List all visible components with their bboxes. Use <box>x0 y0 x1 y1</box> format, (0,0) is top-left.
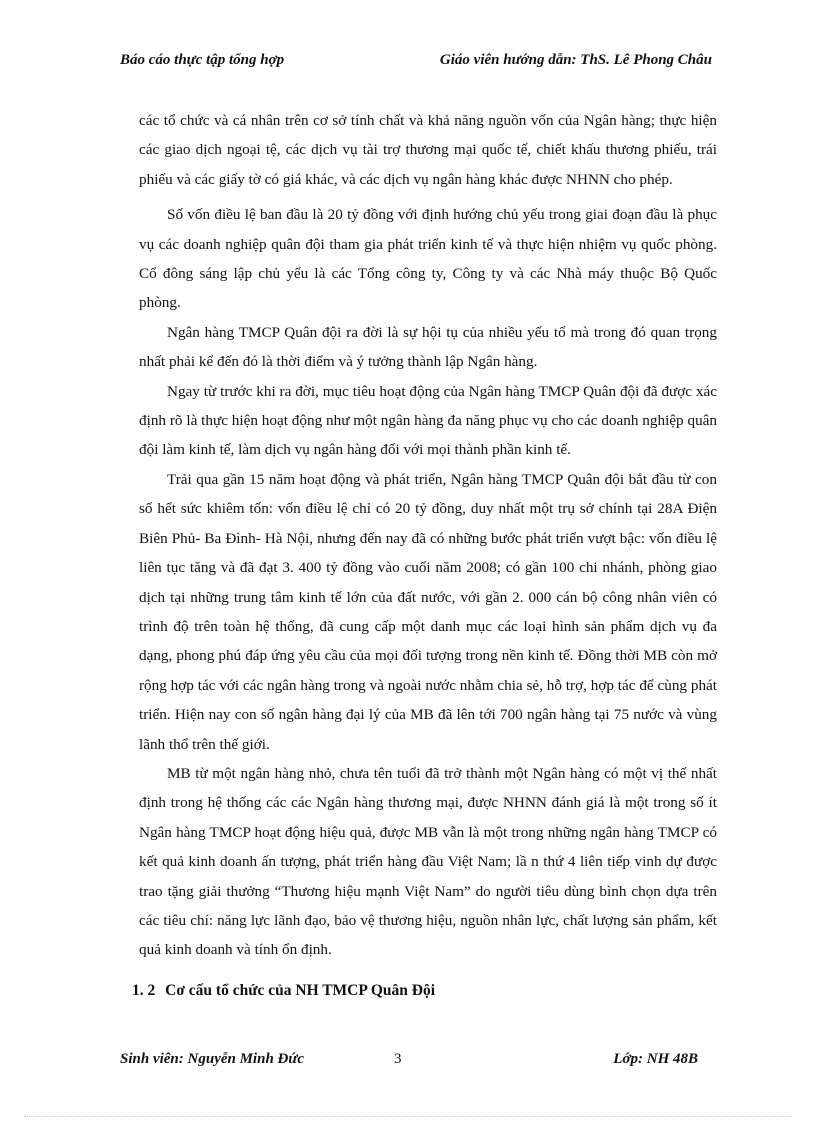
document-body <box>139 106 717 965</box>
section-number: 1. 2 <box>132 982 156 999</box>
section-heading <box>132 982 435 1000</box>
report-title: Báo cáo thực tập tổng hợp <box>120 52 285 68</box>
paragraph-founding: Ngân hàng TMCP Quân đội ra đời là sự hội tụ của nhiều yếu tố mà trong đó quan trọng nhất phải kể đến đó là thời điểm và ý tưởng thành lập Ngân hàng. <box>139 323 717 371</box>
paragraph-objectives: Ngay từ trước khi ra đời, mục tiêu hoạt động của Ngân hàng TMCP Quân đội đã được xác định rõ là thực hiện hoạt động như một ngân hàng đa năng phục vụ cho các doanh nghiệp quân đội làm kinh tế, làm dịch vụ ngân hàng đối với mọi thành phần kinh tế. <box>139 382 717 459</box>
paragraph-development: Trải qua gần 15 năm hoạt động và phát triển, Ngân hàng TMCP Quân đội bắt đầu từ con số hết sức khiêm tốn: vốn điều lệ chỉ có 20 tỷ đồng, duy nhất một trụ sở chính tại 28A Điện Biên Phủ- Ba Đình- Hà Nội, nhưng đến nay đã có những bước phát triển vượt bậc: vốn điều lệ liên tục tăng và đã đạt 3. 400 tỷ đồng vào cuối năm 2008; có gần 100 chi nhánh, phòng giao dịch tại những trung tâm kinh tế lớn của đất nước, với gần 2. 000 cán bộ công nhân viên có trình độ trên toàn hệ thống, đã cung cấp một danh mục các loại hình sản phẩm dịch vụ đa dạng, phong phú đáp ứng yêu cầu của mọi đối tượng trong nền kinh tế. Đồng thời MB còn mở rộng hợp tác với các ngân hàng trong và ngoài nước nhằm chia sẻ, hỗ trợ, hợp tác để cùng phát triển. Hiện nay con số ngân hàng đại lý của MB đã lên tới 700 ngân hàng tại 75 nước và vùng lãnh thổ trên thế giới. <box>139 470 717 753</box>
paragraph-position: MB từ một ngân hàng nhỏ, chưa tên tuổi đã trở thành một Ngân hàng có một vị thế nhất định trong hệ thống các các Ngân hàng thương mại, được NHNN đánh giá là một trong số ít Ngân hàng TMCP hoạt động hiệu quả, được MB vẫn là một trong những ngân hàng TMCP có kết quả kinh doanh ấn tượng, phát triển hàng đầu Việt Nam; lầ n thứ 4 liên tiếp vinh dự được trao tặng giải thưởng “Thương hiệu mạnh Việt Nam” do người tiêu dùng bình chọn dựa trên các tiêu chí: năng lực lãnh đạo, bảo vệ thương hiệu, nguồn nhân lực, chất lượng sản phẩm, kết quả kinh doanh và tính ổn định. <box>139 764 717 959</box>
page-footer <box>120 1051 698 1073</box>
class-label: Lớp: NH 48B <box>613 1051 698 1067</box>
paragraph-continuation: các tổ chức và cá nhân trên cơ sở tính chất và khả năng nguồn vốn của Ngân hàng; thực hiện các giao dịch ngoại tệ, các dịch vụ tài trợ thương mại quốc tế, chiết khấu thương phiếu, trái phiếu và các giấy tờ có giá khác, và các dịch vụ ngân hàng khác được NHNN cho phép. <box>139 112 717 188</box>
student-name: Sinh viên: Nguyễn Minh Đức <box>120 1051 305 1067</box>
page-number: 3 <box>394 1051 402 1067</box>
page-edge-divider <box>24 1116 792 1117</box>
page-header <box>120 52 712 74</box>
supervisor-label: Giáo viên hướng dẫn: ThS. Lê Phong Châu <box>439 52 712 68</box>
paragraph-charter-capital: Số vốn điều lệ ban đầu là 20 tỷ đồng với định hướng chủ yếu trong giai đoạn đầu là phục vụ các doanh nghiệp quân đội tham gia phát triển kinh tế và thực hiện nhiệm vụ quốc phòng. Cổ đông sáng lập chủ yếu là các Tổng công ty, Công ty và các Nhà máy thuộc Bộ Quốc phòng. <box>139 206 717 312</box>
section-title: Cơ cấu tổ chức của NH TMCP Quân Đội <box>165 982 436 999</box>
